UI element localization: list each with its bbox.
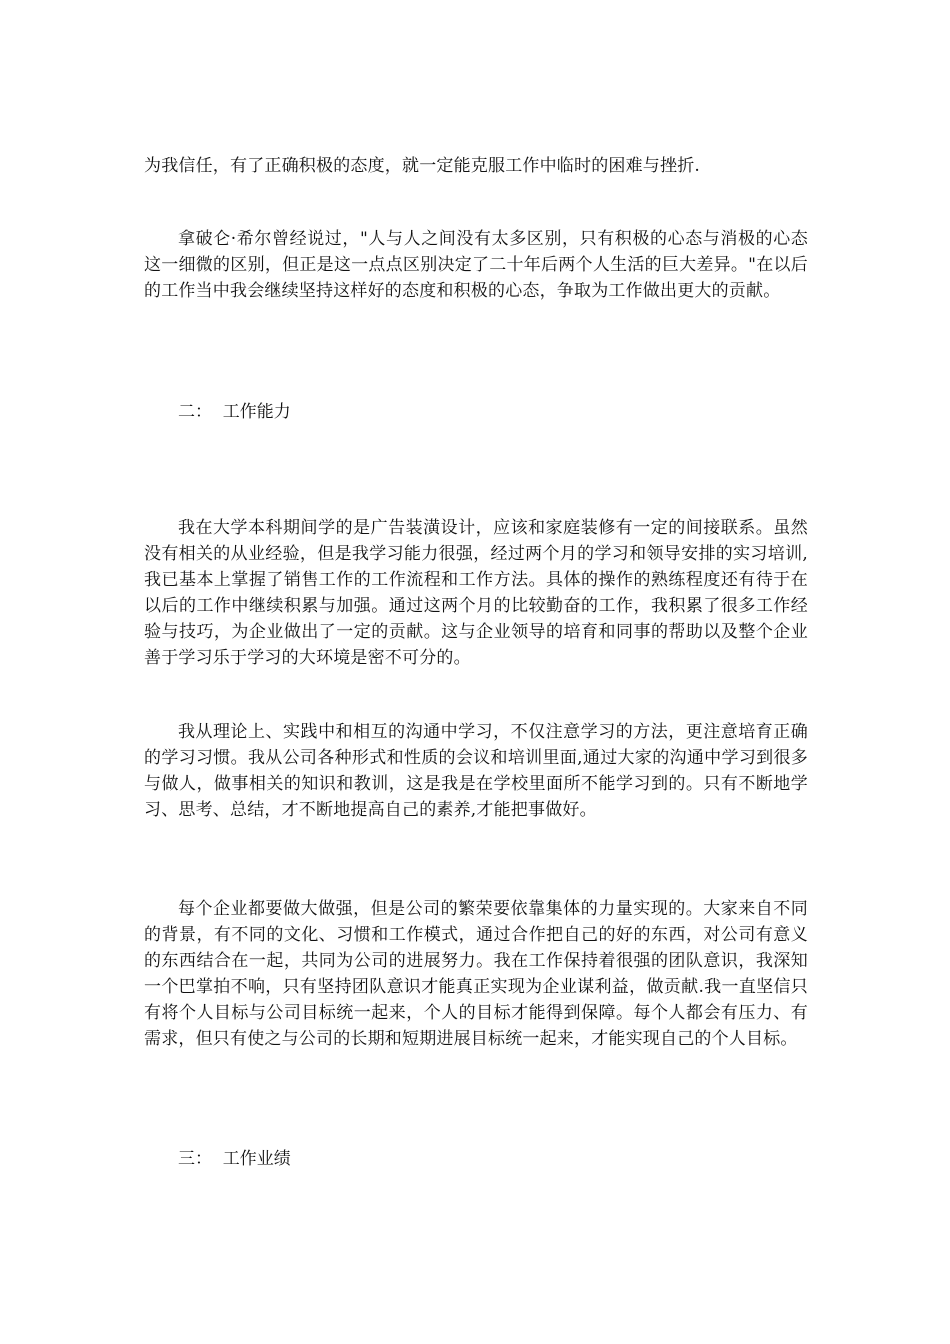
section-heading-work-performance: 三： 工作业绩 [178,1149,291,1169]
paragraph-attitude-conclusion: 为我信任，有了正确积极的态度，就一定能克服工作中临时的困难与挫折. [144,156,701,176]
section-heading-work-ability: 二： 工作能力 [178,402,291,422]
paragraph-learning-habits: 我从理论上、实践中和相互的沟通中学习，不仅注意学习的方法，更注意培育正确的学习习惯。我从公司各种形式和性质的会议和培训里面,通过大家的沟通中学习到很多与做人，做事相关的知识和教训，这是我是在学校里面所不能学习到的。只有不断地学习、思考、总结，才不断地提高自己的素养,才能把事做好。 [144,722,808,820]
paragraph-napoleon-hill-quote: 拿破仑·希尔曾经说过，"人与人之间没有太多区别，只有积极的心态与消极的心态这一细微的区别，但正是这一点点区别决定了二十年后两个人生活的巨大差异。"在以后的工作当中我会继续坚持这样好的态度和积极的心态，争取为工作做出更大的贡献。 [144,229,808,301]
paragraph-education-background: 我在大学本科期间学的是广告装潢设计，应该和家庭装修有一定的间接联系。虽然没有相关的从业经验，但是我学习能力很强，经过两个月的学习和领导安排的实习培训,我已基本上掌握了销售工作的工作流程和工作方法。具体的操作的熟练程度还有待于在以后的工作中继续积累与加强。通过这两个月的比较勤奋的工作，我积累了很多工作经验与技巧，为企业做出了一定的贡献。这与企业领导的培育和同事的帮助以及整个企业善于学习乐于学习的大环境是密不可分的。 [144,518,808,668]
paragraph-team-spirit: 每个企业都要做大做强，但是公司的繁荣要依靠集体的力量实现的。大家来自不同的背景，有不同的文化、习惯和工作模式，通过合作把自己的好的东西，对公司有意义的东西结合在一起，共同为公司的进展努力。我在工作保持着很强的团队意识，我深知一个巴掌拍不响，只有坚持团队意识才能真正实现为企业谋利益，做贡献.我一直坚信只有将个人目标与公司目标统一起来，个人的目标才能得到保障。每个人都会有压力、有需求，但只有使之与公司的长期和短期进展目标统一起来，才能实现自己的个人目标。 [144,899,808,1049]
